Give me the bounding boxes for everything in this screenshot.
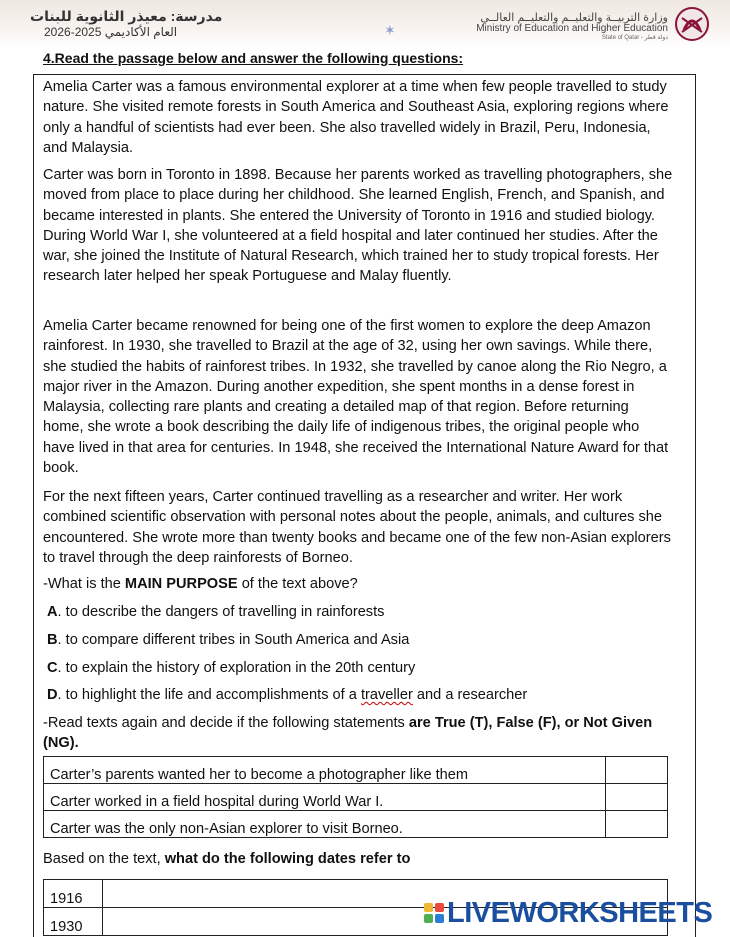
option-letter: A (47, 604, 58, 620)
true-false-table (43, 756, 668, 838)
answer-cell[interactable] (606, 811, 668, 838)
academic-year: العام الأكاديمي 2025-2026 (44, 25, 178, 39)
liveworksheets-text: LIVEWORKSHEETS (447, 896, 713, 929)
logo-square (424, 914, 433, 923)
option-text: . to compare different tribes in South America and Asia (57, 632, 410, 648)
date-cell: 1916 (44, 880, 103, 908)
option-text: . to explain the history of exploration in the 20th century (57, 660, 416, 676)
table-row (44, 784, 668, 811)
logo-square (435, 914, 444, 923)
statement-cell: Carter’s parents wanted her to become a photographer like them (44, 757, 606, 784)
spellcheck-flagged-word: traveller (360, 687, 413, 703)
question-suffix: of the text above? (237, 576, 358, 592)
question-prefix: Based on the text, (43, 851, 165, 867)
option-letter: D (47, 687, 58, 703)
decorative-star-icon: ✶ (384, 22, 396, 38)
statement-cell: Carter worked in a field hospital during World War I. (44, 784, 606, 811)
question-prefix: -What is the (43, 576, 125, 592)
question-main-purpose (43, 574, 358, 594)
school-name: مدرسة: معيذر الثانوية للبنات (30, 8, 223, 24)
logo-square (424, 903, 433, 912)
logo-square (435, 903, 444, 912)
section-title: 4.Read the passage below and answer the following questions: (43, 50, 464, 66)
ministry-state: State of Qatar - دولة قطر (601, 35, 668, 41)
option-a[interactable] (47, 602, 384, 622)
option-letter: C (47, 660, 58, 676)
question-dates (43, 849, 410, 869)
ministry-name-arabic: وزارة التربيــة والتعليــم والتعليــم العالــي (480, 12, 668, 24)
date-cell: 1930 (44, 908, 103, 936)
question-prefix: -Read texts again and decide if the following statements (43, 715, 409, 731)
liveworksheets-watermark (424, 897, 712, 929)
option-letter: B (47, 632, 58, 648)
option-b[interactable] (47, 630, 409, 650)
option-c[interactable] (47, 658, 415, 678)
answer-cell[interactable] (606, 757, 668, 784)
qatar-emblem-icon (672, 4, 712, 44)
option-d[interactable] (47, 685, 527, 705)
passage-paragraph: For the next fifteen years, Carter continued travelling as a researcher and writer. Her work combined scientific observation with personal notes about the people, animals, and cultures she encountered. She wrote more than twenty books and became one of the few non-Asian explorers to travel through the deep rainforests of Borneo. (43, 489, 671, 566)
question-emphasis: what do the following dates refer to (164, 851, 411, 867)
question-true-false (43, 713, 663, 753)
liveworksheets-logo-icon (424, 903, 444, 923)
answer-cell[interactable] (606, 784, 668, 811)
passage-paragraph: Carter was born in Toronto in 1898. Because her parents worked as travelling photographers, she moved from place to place during her childhood. She learned English, French, and Spanish, and became interested in plants. She entered the University of Toronto in 1916 and studied biology. During World War I, she volunteered at a field hospital and later continued her studies. After the war, she joined the Institute of Natural Research, which trained her to study tropical forests. Her research later helped her speak Portuguese and Malay fluently. (43, 167, 673, 285)
option-text: . to describe the dangers of travelling in rainforests (57, 604, 385, 620)
question-emphasis: MAIN PURPOSE (124, 576, 238, 592)
option-text: . to highlight the life and accomplishments of a (57, 687, 361, 703)
passage-paragraph: Amelia Carter became renowned for being one of the first women to explore the deep Amazon rainforest. In 1930, she travelled to Brazil at the age of 32, using her own savings. While there, she studied the habits of rainforest tribes. In 1932, she travelled by canoe along the Rio Negro, a major river in the Amazon. During another expedition, she spent months in a dense forest in Malaysia, collecting rare plants and creating a detailed map of that region. Before returning home, she wrote a book describing the daily life of indigenous tribes, the original people who have lived in that area for centuries. In 1948, she received the International Nature Award for that book. (43, 318, 669, 477)
question-emphasis: are True (T), False (F), or Not Given (NG). (43, 715, 653, 751)
passage-paragraph: Amelia Carter was a famous environmental explorer at a time when few people travelled to study nature. She visited remote forests in South America and Southeast Asia, exploring regions where only a handful of scientists had ever been. She also travelled widely in Brazil, Peru, Indonesia, and Malaysia. (43, 79, 669, 156)
table-row (44, 811, 668, 838)
page-header (0, 0, 730, 48)
ministry-name-english: Ministry of Education and Higher Education (476, 23, 668, 34)
table-row (44, 757, 668, 784)
option-text: and a researcher (412, 687, 528, 703)
statement-cell: Carter was the only non-Asian explorer to visit Borneo. (44, 811, 606, 838)
